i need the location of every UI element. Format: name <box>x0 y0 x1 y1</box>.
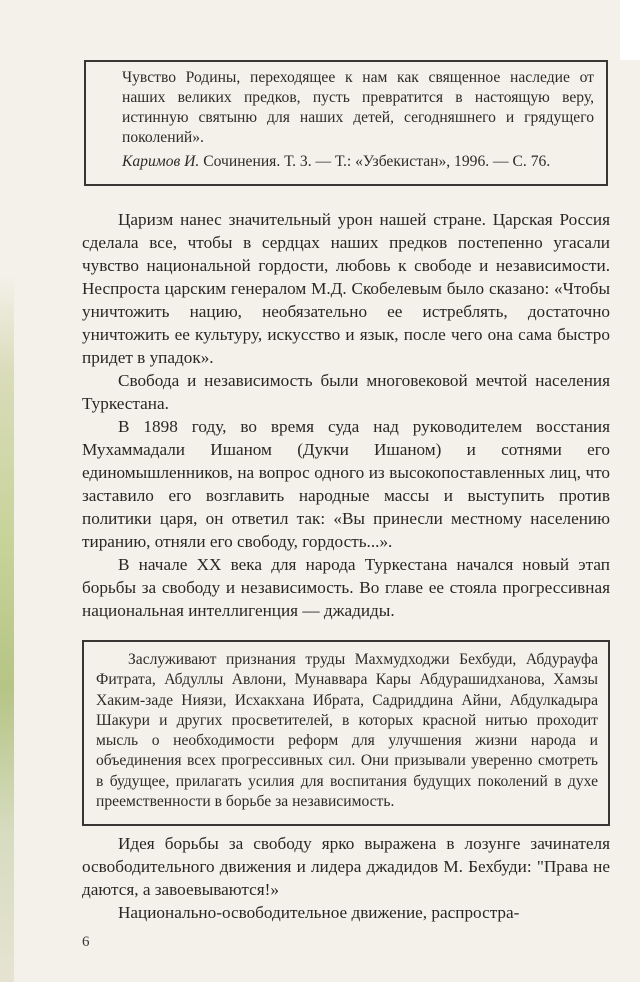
paragraph: Царизм нанес значительный урон нашей стране. Царская Россия сделала все, чтобы в сердцах наших предков постепенно угасали чувство национальной гордости, любовь к свободе и независимости. Неспроста царским генералом М.Д. Скобелевым было сказано: «Чтобы уничтожить нацию, необязательно ее истреблять, достаточно уничтожить ее культуру, искусство и язык, после чего она сама быстро придет в упадок». <box>82 210 610 367</box>
paragraph: В начале XX века для народа Туркестана начался новый этап борьбы за свободу и независимость. Во главе ее стояла прогрессивная национальная интеллигенция — джадиды. <box>82 555 610 620</box>
paragraph: Идея борьбы за свободу ярко выражена в лозунге зачинателя освободительного движения и лидера джадидов М. Бехбуди: "Права не даются, а завоевываются!» <box>82 834 610 899</box>
info-box-text: Заслуживают признания труды Махмудходжи Бехбуди, Абдурауфа Фитрата, Абдуллы Авлони, Мунаввара Кары Абдурашидханова, Хамзы Хаким-заде Ниязи, Исхакхана Ибрата, Садриддина Айни, Абдулкадыра Шакури и других просветителей, в которых красной нитью проходит мысль о необходимости реформ для улучшения жизни народа и объединения всех прогрессивных сил. Они призывали уверенно смотреть в будущее, прилагать усилия для воспитания будущих поколений в духе преемственности в борьбе за независимость. <box>96 651 598 811</box>
main-text-block <box>82 208 610 622</box>
page-number: 6 <box>82 934 90 950</box>
page-margin-edge <box>620 0 640 60</box>
bottom-text-block <box>82 832 610 924</box>
info-box <box>82 640 610 826</box>
citation-author: Каримов И. <box>122 153 200 170</box>
epigraph-quote-box <box>84 60 608 186</box>
citation-source: Сочинения. Т. 3. — Т.: «Узбекистан», 1996. — С. 76. <box>199 153 551 170</box>
paragraph: В 1898 году, во время суда над руководителем восстания Мухаммадали Ишаном (Дукчи Ишаном) и сотнями его единомышленников, на вопрос одного из высокопоставленных лиц, что заставило его возглавить народные массы и выступить против политики царя, он ответил так: «Вы принесли местному населению тиранию, отняли его свободу, гордость...». <box>82 417 610 551</box>
paragraph: Национально-освободительное движение, распростра- <box>118 903 520 922</box>
epigraph-quote-text: Чувство Родины, переходящее к нам как священное наследие от наших великих предков, пусть превратится в настоящую веру, истинную святыню для наших детей, сегодняшнего и грядущего поколений». <box>122 69 594 146</box>
epigraph-citation <box>122 152 594 172</box>
paragraph: Свобода и независимость были многовековой мечтой населения Туркестана. <box>82 371 610 413</box>
page-edge-background <box>0 0 14 982</box>
